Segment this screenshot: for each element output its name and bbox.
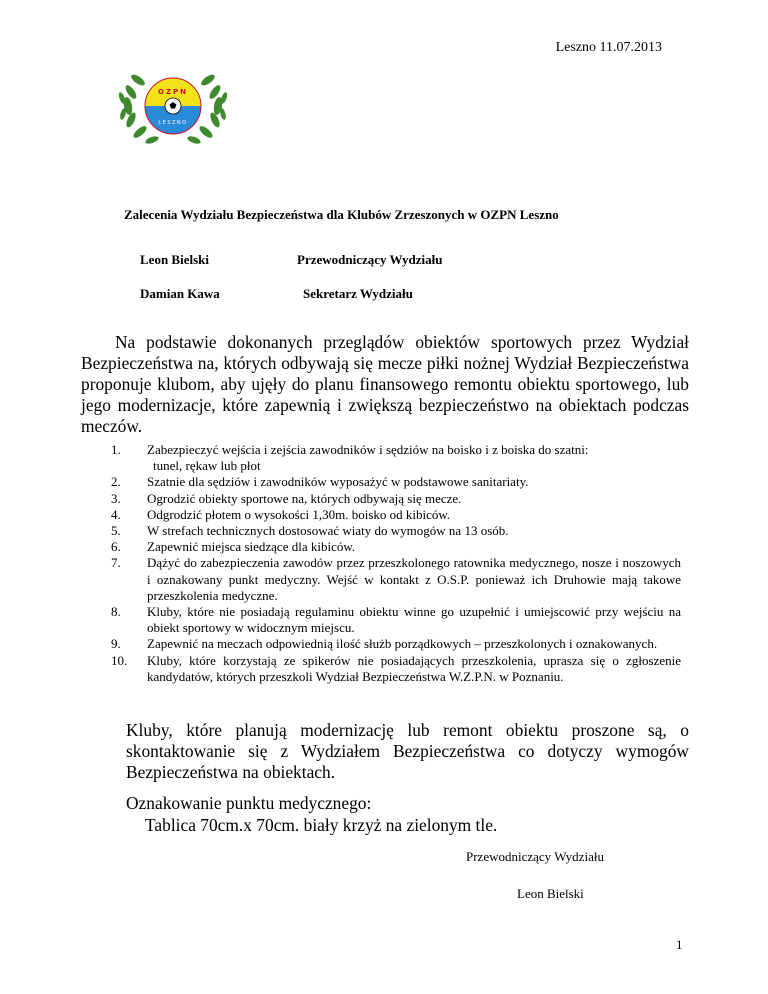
list-item-number: 9. xyxy=(111,636,121,652)
list-item-text: Szatnie dla sędziów i zawodników wyposażyć w podstawowe sanitariaty. xyxy=(147,474,529,490)
list-item xyxy=(111,507,681,523)
list-item xyxy=(111,539,681,555)
member-role: Przewodniczący Wydziału xyxy=(297,252,443,267)
document-title: Zalecenia Wydziału Bezpieczeństwa dla Klubów Zrzeszonych w OZPN Leszno xyxy=(124,207,559,222)
list-item-number: 3. xyxy=(111,490,121,506)
medical-point-heading: Oznakowanie punktu medycznego: xyxy=(126,793,372,813)
list-item-number: 4. xyxy=(111,506,121,522)
list-item xyxy=(111,491,681,507)
list-item-text: W strefach technicznych dostosować wiaty do wymogów na 13 osób. xyxy=(147,523,509,539)
list-item xyxy=(111,653,681,685)
ozpn-logo xyxy=(118,66,228,146)
member-role: Sekretarz Wydziału xyxy=(303,286,413,301)
list-item-text: Odgrodzić płotem o wysokości 1,30m. boisko od kibiców. xyxy=(147,506,451,522)
member-name: Damian Kawa xyxy=(140,286,220,301)
list-item-text: Zabezpieczyć wejścia i zejścia zawodników i sędziów na boisko i z boiska do szatni: xyxy=(147,442,589,457)
ozpn-emblem-icon xyxy=(118,66,228,146)
list-item-text: Zapewnić miejsca siedzące dla kibiców. xyxy=(147,539,356,555)
list-item xyxy=(111,604,681,636)
list-item-text: tunel, rękaw lub płot xyxy=(153,458,261,474)
list-item-number: 10. xyxy=(111,652,128,668)
list-item-number: 5. xyxy=(111,523,121,539)
list-item xyxy=(111,636,681,652)
list-item xyxy=(111,555,681,604)
medical-point-description: Tablica 70cm.x 70cm. biały krzyż na zielonym tle. xyxy=(145,815,498,835)
list-item xyxy=(111,523,681,539)
list-item-number: 8. xyxy=(111,604,121,620)
list-item-text: Kluby, które korzystają ze spikerów nie posiadających przeszkolenia, uprasza się o zgłoszenie kandydatów, których przeszkoli Wydział Bezpieczeństwa W.Z.P.N. w Poznaniu. xyxy=(147,652,681,684)
list-item-text: Dążyć do zabezpieczenia zawodów przez przeszkolonego ratownika medycznego, nosze i noszowych i oznakowany punkt medyczny. Wejść w kontakt z O.S.P. ponieważ ich Druhowie mają takowe przeszkolenia medyczne. xyxy=(147,555,681,603)
signature-role: Przewodniczący Wydziału xyxy=(466,849,604,864)
list-item-number: 6. xyxy=(111,539,121,555)
page-number: 1 xyxy=(676,937,683,952)
list-item-text: Ogrodzić obiekty sportowe na, których odbywają się mecze. xyxy=(147,490,462,506)
closing-paragraph: Kluby, które planują modernizację lub remont obiektu proszone są, o skontaktowanie się z Wydziałem Bezpieczeństwa co dotyczy wymogów Bezpieczeństwa na obiektach. xyxy=(126,720,689,782)
signature-name: Leon Bielski xyxy=(517,886,584,901)
list-item-text: Kluby, które nie posiadają regulaminu obiektu winne go uzupełnić i umiejscowić przy wejściu na obiekt sportowy w widocznym miejscu. xyxy=(147,604,681,636)
list-item-text: Zapewnić na meczach odpowiednią ilość służb porządkowych – przeszkolonych i oznakowanych. xyxy=(147,636,658,652)
svg-text:LESZNO: LESZNO xyxy=(158,120,188,126)
list-item-number: 7. xyxy=(111,555,121,571)
document-date: Leszno 11.07.2013 xyxy=(555,40,662,55)
list-item-number: 2. xyxy=(111,474,121,490)
list-item xyxy=(111,442,681,474)
recommendations-list xyxy=(111,442,681,685)
list-item-number: 1. xyxy=(111,442,121,457)
svg-text:OZPN: OZPN xyxy=(157,88,189,96)
member-name: Leon Bielski xyxy=(140,252,209,267)
intro-paragraph: Na podstawie dokonanych przeglądów obiektów sportowych przez Wydział Bezpieczeństwa na, których odbywają się mecze piłki nożnej Wydział Bezpieczeństwa proponuje klubom, aby ujęły do planu finansowego remontu obiektu sportowego, lub jego modernizacje, które zapewnią i zwiększą bezpieczeństwo na obiektach podczas meczów. xyxy=(81,332,689,436)
list-item xyxy=(111,474,681,490)
